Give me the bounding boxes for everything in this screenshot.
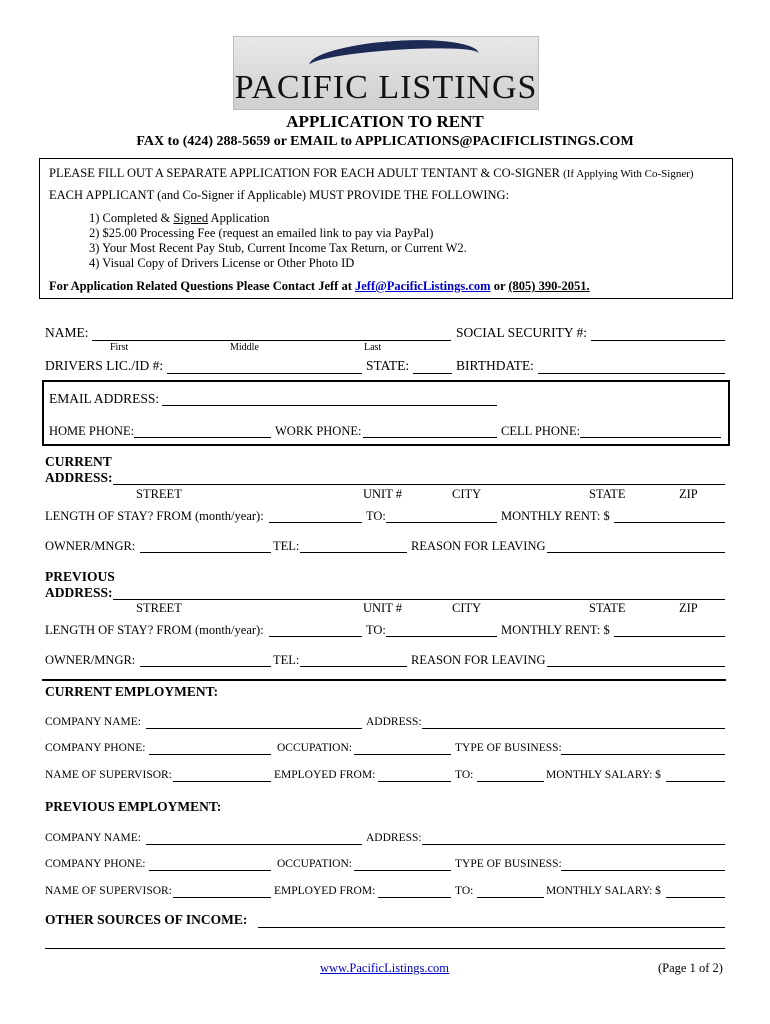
cur-supervisor-label: NAME OF SUPERVISOR: (45, 769, 172, 781)
name-first-caption: First (110, 342, 129, 353)
current-address-label-line2: ADDRESS: (45, 470, 113, 485)
prev-business-label: TYPE OF BUSINESS: (455, 858, 562, 870)
previous-address-label-line2: ADDRESS: (45, 585, 113, 600)
birthdate-label: BIRTHDATE: (456, 358, 534, 373)
current-stay-to-field[interactable] (386, 522, 497, 523)
cur-salary-label: MONTHLY SALARY: $ (546, 769, 661, 781)
contact-email-link[interactable]: Jeff@PacificListings.com (355, 279, 491, 293)
current-stay-from-field[interactable] (269, 522, 362, 523)
previous-city-caption: CITY (452, 601, 482, 615)
previous-street-caption: STREET (136, 601, 182, 615)
cur-occupation-field[interactable] (354, 754, 451, 755)
prev-to-field[interactable] (477, 897, 544, 898)
cur-employed-from-label: EMPLOYED FROM: (274, 769, 376, 781)
current-tel-label: TEL: (273, 539, 300, 553)
current-street-caption: STREET (136, 487, 182, 501)
form-subtitle: FAX to (424) 288-5659 or EMAIL to APPLICATIONS@PACIFICLISTINGS.COM (136, 134, 634, 149)
previous-stay-to-label: TO: (366, 623, 386, 637)
current-tel-field[interactable] (300, 552, 407, 553)
instructions-line1: PLEASE FILL OUT A SEPARATE APPLICATION FOR EACH ADULT TENTANT & CO-SIGNER (If Applying With Co-Signer) (49, 166, 694, 180)
previous-reason-label: REASON FOR LEAVING (411, 653, 546, 667)
cur-supervisor-field[interactable] (173, 781, 271, 782)
prev-address-label: ADDRESS: (366, 832, 422, 844)
drivers-license-field[interactable] (167, 373, 362, 374)
logo-text: PACIFIC LISTINGS (234, 69, 538, 106)
prev-business-field[interactable] (561, 870, 725, 871)
cur-phone-field[interactable] (149, 754, 271, 755)
section-divider (42, 679, 726, 681)
email-field[interactable] (162, 405, 497, 406)
current-rent-field[interactable] (614, 522, 725, 523)
name-last-caption: Last (364, 342, 382, 353)
instructions-item-4: 4) Visual Copy of Drivers License or Other Photo ID (89, 256, 355, 270)
work-phone-field[interactable] (363, 437, 497, 438)
prev-salary-field[interactable] (666, 897, 725, 898)
current-address-field[interactable] (113, 484, 725, 485)
instructions-item-2: 2) $25.00 Processing Fee (request an emailed link to pay via PayPal) (89, 226, 434, 240)
company-logo (233, 36, 539, 110)
current-rent-label: MONTHLY RENT: $ (501, 509, 610, 523)
other-income-field[interactable] (258, 927, 725, 928)
previous-rent-label: MONTHLY RENT: $ (501, 623, 610, 637)
cur-salary-field[interactable] (666, 781, 725, 782)
name-field[interactable] (92, 340, 451, 341)
work-phone-label: WORK PHONE: (275, 424, 362, 438)
other-income-heading: OTHER SOURCES OF INCOME: (45, 912, 248, 927)
current-zip-caption: ZIP (679, 487, 698, 501)
previous-zip-caption: ZIP (679, 601, 698, 615)
cur-company-field[interactable] (146, 728, 362, 729)
previous-tel-label: TEL: (273, 653, 300, 667)
previous-stay-label: LENGTH OF STAY? FROM (month/year): (45, 623, 264, 637)
cur-company-label: COMPANY NAME: (45, 716, 141, 728)
current-address-label-line1: CURRENT (45, 454, 112, 469)
cur-business-field[interactable] (561, 754, 725, 755)
dl-state-field[interactable] (413, 373, 452, 374)
previous-stay-to-field[interactable] (386, 636, 497, 637)
birthdate-field[interactable] (538, 373, 725, 374)
footer-website-link[interactable]: www.PacificListings.com (320, 961, 450, 975)
prev-employer-address-field[interactable] (422, 844, 725, 845)
form-title: APPLICATION TO RENT (286, 112, 484, 131)
current-stay-label: LENGTH OF STAY? FROM (month/year): (45, 509, 264, 523)
cur-employer-address-field[interactable] (422, 728, 725, 729)
prev-phone-field[interactable] (149, 870, 271, 871)
name-middle-caption: Middle (230, 342, 259, 353)
contact-phone: (805) 390-2051. (508, 279, 590, 293)
previous-address-label-line1: PREVIOUS (45, 569, 115, 584)
instructions-item-3: 3) Your Most Recent Pay Stub, Current Income Tax Return, or Current W2. (89, 241, 467, 255)
previous-rent-field[interactable] (614, 636, 725, 637)
current-state-caption: STATE (589, 487, 626, 501)
prev-salary-label: MONTHLY SALARY: $ (546, 885, 661, 897)
previous-unit-caption: UNIT # (363, 601, 403, 615)
page-number: (Page 1 of 2) (658, 961, 723, 975)
current-employment-heading: CURRENT EMPLOYMENT: (45, 684, 219, 699)
cur-to-label: TO: (455, 769, 474, 781)
current-stay-to-label: TO: (366, 509, 386, 523)
instructions-contact: For Application Related Questions Please Contact Jeff at Jeff@PacificListings.com or (805) 390-2051. (49, 279, 590, 293)
prev-company-label: COMPANY NAME: (45, 832, 141, 844)
prev-supervisor-field[interactable] (173, 897, 271, 898)
previous-state-caption: STATE (589, 601, 626, 615)
email-label: EMAIL ADDRESS: (49, 391, 160, 406)
cur-employed-from-field[interactable] (378, 781, 451, 782)
prev-supervisor-label: NAME OF SUPERVISOR: (45, 885, 172, 897)
cell-phone-label: CELL PHONE: (501, 424, 581, 438)
prev-occupation-field[interactable] (354, 870, 451, 871)
current-owner-field[interactable] (140, 552, 271, 553)
dl-state-label: STATE: (366, 358, 410, 373)
previous-address-field[interactable] (113, 599, 725, 600)
prev-occupation-label: OCCUPATION: (277, 858, 352, 870)
cur-occupation-label: OCCUPATION: (277, 742, 352, 754)
current-owner-label: OWNER/MNGR: (45, 539, 136, 553)
current-reason-label: REASON FOR LEAVING (411, 539, 546, 553)
cur-to-field[interactable] (477, 781, 544, 782)
home-phone-field[interactable] (134, 437, 271, 438)
current-unit-caption: UNIT # (363, 487, 403, 501)
previous-stay-from-field[interactable] (269, 636, 362, 637)
ssn-label: SOCIAL SECURITY #: (456, 325, 588, 340)
ssn-field[interactable] (591, 340, 725, 341)
cur-address-label: ADDRESS: (366, 716, 422, 728)
prev-to-label: TO: (455, 885, 474, 897)
instructions-line2: EACH APPLICANT (and Co-Signer if Applicable) MUST PROVIDE THE FOLLOWING: (49, 188, 510, 202)
previous-owner-field[interactable] (140, 666, 271, 667)
other-income-field-line2[interactable] (45, 948, 725, 949)
previous-employment-heading: PREVIOUS EMPLOYMENT: (45, 799, 222, 814)
prev-employed-from-field[interactable] (378, 897, 451, 898)
cur-phone-label: COMPANY PHONE: (45, 742, 146, 754)
name-label: NAME: (45, 325, 89, 340)
prev-employed-from-label: EMPLOYED FROM: (274, 885, 376, 897)
instructions-item-1: 1) Completed & Signed Application (89, 211, 270, 225)
previous-owner-label: OWNER/MNGR: (45, 653, 136, 667)
home-phone-label: HOME PHONE: (49, 424, 135, 438)
previous-reason-field[interactable] (547, 666, 725, 667)
cell-phone-field[interactable] (580, 437, 721, 438)
current-city-caption: CITY (452, 487, 482, 501)
prev-company-field[interactable] (146, 844, 362, 845)
cur-business-label: TYPE OF BUSINESS: (455, 742, 562, 754)
current-reason-field[interactable] (547, 552, 725, 553)
previous-tel-field[interactable] (300, 666, 407, 667)
drivers-license-label: DRIVERS LIC./ID #: (45, 358, 164, 373)
prev-phone-label: COMPANY PHONE: (45, 858, 146, 870)
